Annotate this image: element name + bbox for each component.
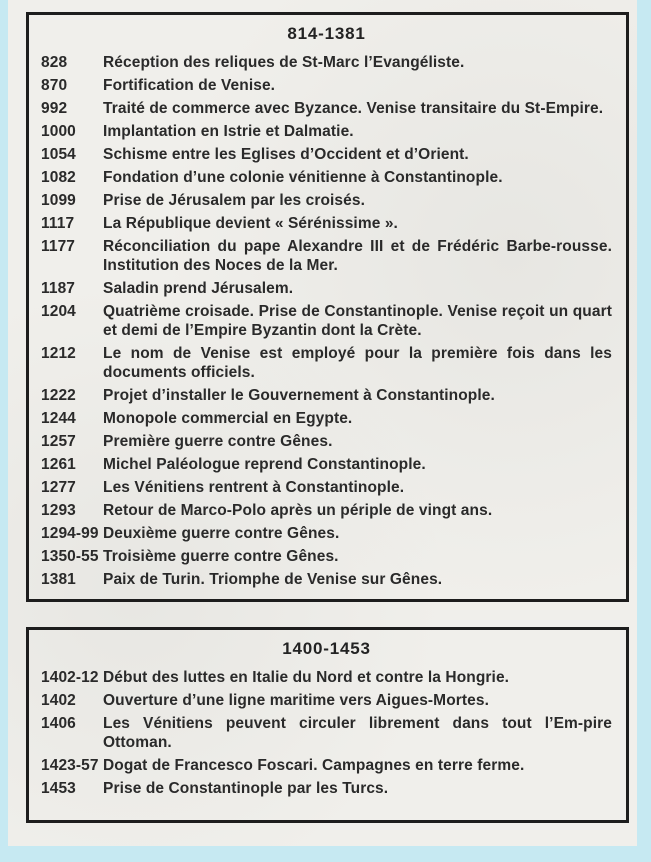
timeline-entry: [41, 53, 612, 72]
entry-text: Projet d’installer le Gouvernement à Constantinople.: [103, 387, 495, 404]
entry-text: La République devient « Sérénissime ».: [103, 215, 398, 232]
timeline-entry: [41, 779, 612, 798]
entry-text: Ouverture d’une ligne maritime vers Aigues-Mortes.: [103, 692, 489, 709]
entry-text: Traité de commerce avec Byzance. Venise transitaire du St-Empire.: [103, 100, 604, 117]
chronology-box-1400-1453: [26, 627, 629, 823]
entry-year: 1261: [41, 456, 76, 473]
entry-text: Michel Paléologue reprend Constantinople.: [103, 456, 426, 473]
timeline-entry: [41, 547, 612, 566]
timeline-entry: [41, 168, 612, 187]
entry-year: 1257: [41, 433, 76, 450]
entry-year: 828: [41, 54, 68, 71]
chronology-entries-814-1381: [41, 53, 612, 589]
entry-text: Deuxième guerre contre Gênes.: [103, 525, 340, 542]
chronology-title-1400-1453: 1400-1453: [282, 639, 371, 658]
scanned-page: [8, 0, 637, 846]
chronology-entries-1400-1453: [41, 668, 612, 798]
entry-year: 1402-12: [41, 669, 99, 686]
entry-text: Fondation d’une colonie vénitienne à Constantinople.: [103, 169, 503, 186]
entry-year: 1204: [41, 303, 76, 320]
entry-text: Quatrième croisade. Prise de Constantinople. Venise reçoit un quart et demi de l’Empire Byzantin dont la Crète.: [103, 303, 612, 339]
timeline-entry: [41, 122, 612, 141]
timeline-entry: [41, 409, 612, 428]
timeline-entry: [41, 344, 612, 382]
timeline-entry: [41, 145, 612, 164]
entry-text: Le nom de Venise est employé pour la première fois dans les documents officiels.: [103, 345, 612, 381]
timeline-entry: [41, 302, 612, 340]
chronology-title-814-1381: 814-1381: [287, 24, 366, 43]
timeline-entry: [41, 756, 612, 775]
entry-text: Monopole commercial en Egypte.: [103, 410, 353, 427]
entry-year: 1423-57: [41, 757, 99, 774]
timeline-entry: [41, 570, 612, 589]
entry-year: 1402: [41, 692, 76, 709]
entry-year: 1381: [41, 571, 76, 588]
entry-text: Réconciliation du pape Alexandre III et de Frédéric Barbe-rousse. Institution des Noces de la Mer.: [103, 238, 612, 274]
entry-text: Début des luttes en Italie du Nord et contre la Hongrie.: [103, 669, 510, 686]
entry-year: 992: [41, 100, 68, 117]
entry-text: Dogat de Francesco Foscari. Campagnes en terre ferme.: [103, 757, 525, 774]
timeline-entry: [41, 76, 612, 95]
entry-text: Fortification de Venise.: [103, 77, 276, 94]
timeline-entry: [41, 714, 612, 752]
entry-year: 1177: [41, 238, 76, 255]
entry-text: Prise de Jérusalem par les croisés.: [103, 192, 365, 209]
timeline-entry: [41, 279, 612, 298]
entry-year: 1294-99: [41, 525, 99, 542]
entry-year: 1293: [41, 502, 76, 519]
entry-year: 1187: [41, 280, 76, 297]
timeline-entry: [41, 501, 612, 520]
timeline-entry: [41, 524, 612, 543]
entry-text: Saladin prend Jérusalem.: [103, 280, 294, 297]
entry-text: Retour de Marco-Polo après un périple de vingt ans.: [103, 502, 493, 519]
timeline-entry: [41, 237, 612, 275]
entry-year: 1244: [41, 410, 76, 427]
entry-year: 1082: [41, 169, 76, 186]
chronology-box-814-1381: [26, 12, 629, 602]
entry-year: 1000: [41, 123, 76, 140]
timeline-entry: [41, 99, 612, 118]
entry-text: Première guerre contre Gênes.: [103, 433, 333, 450]
entry-year: 1350-55: [41, 548, 99, 565]
entry-year: 1099: [41, 192, 76, 209]
entry-year: 870: [41, 77, 68, 94]
entry-text: Schisme entre les Eglises d’Occident et d’Orient.: [103, 146, 469, 163]
entry-text: Réception des reliques de St-Marc l’Evangéliste.: [103, 54, 465, 71]
entry-year: 1212: [41, 345, 76, 362]
entry-year: 1453: [41, 780, 76, 797]
entry-year: 1054: [41, 146, 76, 163]
entry-year: 1406: [41, 715, 76, 732]
entry-text: Les Vénitiens peuvent circuler librement dans tout l’Em-pire Ottoman.: [103, 715, 612, 751]
entry-text: Implantation en Istrie et Dalmatie.: [103, 123, 354, 140]
timeline-entry: [41, 191, 612, 210]
entry-year: 1117: [41, 215, 75, 232]
timeline-entry: [41, 386, 612, 405]
entry-text: Prise de Constantinople par les Turcs.: [103, 780, 389, 797]
timeline-entry: [41, 214, 612, 233]
entry-text: Les Vénitiens rentrent à Constantinople.: [103, 479, 405, 496]
timeline-entry: [41, 455, 612, 474]
timeline-entry: [41, 691, 612, 710]
timeline-entry: [41, 668, 612, 687]
entry-text: Paix de Turin. Triomphe de Venise sur Gênes.: [103, 571, 443, 588]
entry-text: Troisième guerre contre Gênes.: [103, 548, 339, 565]
timeline-entry: [41, 432, 612, 451]
timeline-entry: [41, 478, 612, 497]
entry-year: 1222: [41, 387, 76, 404]
entry-year: 1277: [41, 479, 76, 496]
